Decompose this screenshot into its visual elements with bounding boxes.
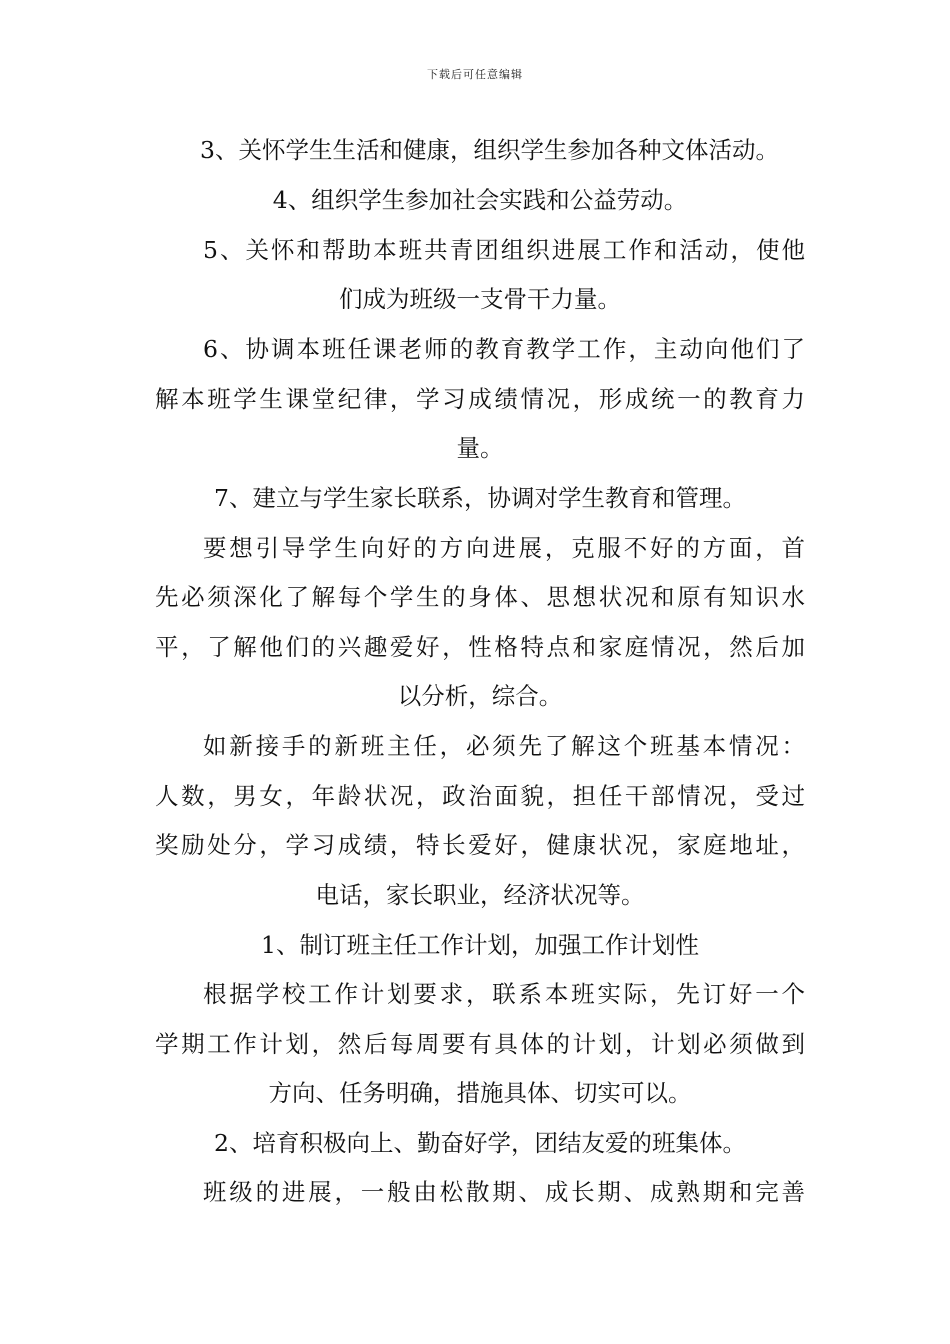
text-line: 如新接手的新班主任，必须先了解这个班基本情况： [203, 732, 805, 760]
text-line: 2、培育积极向上、勤奋好学，团结友爱的班集体。 [214, 1129, 746, 1157]
text-line: 奖励处分，学习成绩，特长爱好，健康状况，家庭地址， [155, 831, 805, 859]
text-line: 学期工作计划，然后每周要有具体的计划，计划必须做到 [155, 1030, 805, 1058]
text-line: 电话，家长职业，经济状况等。 [315, 881, 645, 909]
text-line: 人数，男女，年龄状况，政治面貌，担任干部情况，受过 [155, 782, 805, 810]
page-header: 下载后可任意编辑 [427, 68, 523, 81]
text-line: 4、组织学生参加社会实践和公益劳动。 [272, 186, 688, 214]
text-line: 方向、任务明确，措施具体、切实可以。 [268, 1079, 692, 1107]
text-line: 以分析，综合。 [397, 682, 563, 710]
text-line: 量。 [456, 434, 504, 462]
text-line: 们成为班级一支骨干力量。 [339, 285, 621, 313]
text-line: 5、关怀和帮助本班共青团组织进展工作和活动，使他 [203, 236, 805, 264]
text-line: 平，了解他们的兴趣爱好，性格特点和家庭情况，然后加 [155, 633, 805, 661]
text-line: 7、建立与学生家长联系，协调对学生教育和管理。 [214, 484, 746, 512]
text-line: 解本班学生课堂纪律，学习成绩情况，形成统一的教育力 [155, 385, 805, 413]
text-line: 要想引导学生向好的方向进展，克服不好的方面，首 [203, 534, 805, 562]
text-line: 3、关怀学生生活和健康，组织学生参加各种文体活动。 [200, 136, 779, 164]
text-line: 班级的进展，一般由松散期、成长期、成熟期和完善 [203, 1178, 805, 1206]
text-line: 1、制订班主任工作计划，加强工作计划性 [261, 931, 699, 959]
text-line: 根据学校工作计划要求，联系本班实际，先订好一个 [203, 980, 805, 1008]
text-line: 先必须深化了解每个学生的身体、思想状况和原有知识水 [155, 583, 805, 611]
text-line: 6、协调本班任课老师的教育教学工作，主动向他们了 [203, 335, 805, 363]
